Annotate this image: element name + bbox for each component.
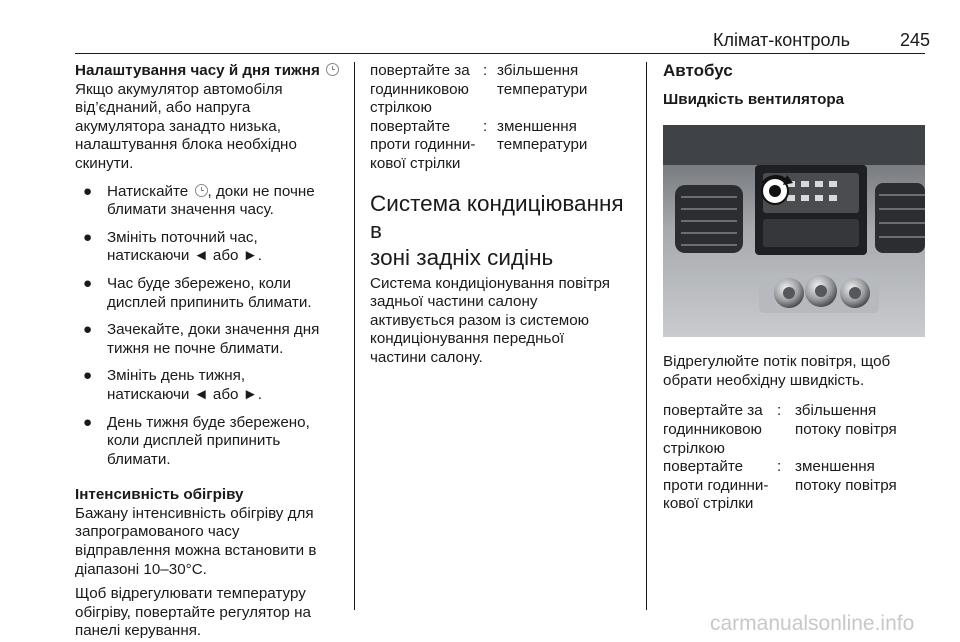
page-number: 245 — [899, 30, 930, 50]
list-item: ● Змініть день тижня, натискаючи ◄ або ►. — [83, 367, 262, 403]
list-item: ● День тижня буде збережено, коли дисплей припинить блимати. — [83, 413, 310, 468]
header-title: Клімат-контроль — [713, 30, 850, 50]
section-heading-time: Налаштування часу й дня тижня — [75, 62, 345, 81]
bullet-icon: ● — [83, 182, 93, 200]
column-1 — [75, 62, 345, 641]
intro-line: акумулятора занадто низька, — [75, 117, 281, 135]
intro-line: налаштування блока необхідно — [75, 136, 297, 154]
section-heading-rear-ac: Система кондиціювання в зоні задніх сидінь — [370, 190, 624, 270]
table-row: повертайте проти годинни- кової стрілки : зменшення температури — [370, 117, 588, 172]
intro-line: від’єднаний, або напруга — [75, 99, 251, 117]
bullet-icon: ● — [83, 321, 93, 339]
bullet-icon: ● — [83, 413, 93, 431]
dashboard-fan-photo — [663, 125, 925, 337]
header-rule — [75, 53, 925, 54]
clock-icon — [195, 184, 208, 197]
list-item: ● Зачекайте, доки значення дня тижня не почне блимати. — [83, 321, 320, 357]
subheading-fan-speed: Швидкість вентилятора — [663, 90, 845, 108]
body-line: Щоб відрегулювати температуру — [75, 585, 306, 603]
bullet-icon: ● — [83, 367, 93, 385]
table-row: повертайте проти годинни- кової стрілки : зменшення потоку повітря — [663, 458, 897, 513]
list-item: ● Натискайте , доки не почне блимати значення часу. — [83, 182, 315, 219]
rear-ac-paragraph: Система кондиціонування повітря задньої частини салону активується разом із системою кондиціонування передньої частини салону. — [370, 274, 611, 366]
fan-speed-paragraph: Відрегулюйте потік повітря, щоб обрати необхідну швидкість. — [663, 353, 891, 389]
intro-line: скинути. — [75, 154, 134, 172]
body-line: діапазоні 10–30°C. — [75, 560, 207, 578]
clock-icon — [326, 63, 339, 76]
table-row: повертайте за годинниковою стрілкою : збільшення потоку повітря — [663, 402, 897, 457]
body-line: Бажану інтенсивність обігріву для — [75, 504, 314, 522]
body-line: панелі керування. — [75, 622, 202, 640]
body-line: відправлення можна встановити в — [75, 542, 317, 560]
bullet-icon: ● — [83, 274, 93, 292]
column-3 — [663, 62, 925, 514]
table-row: повертайте за годинниковою стрілкою : збільшення температури — [370, 62, 588, 117]
bullet-icon: ● — [83, 228, 93, 246]
list-item: ● Час буде збережено, коли дисплей припинить блимати. — [83, 274, 312, 311]
section-heading-intensity: Інтенсивність обігріву — [75, 486, 244, 504]
column-2 — [370, 62, 640, 368]
body-line: обігріву, повертайте регулятор на — [75, 603, 311, 621]
column-divider-2 — [646, 62, 647, 610]
body-line: запрограмованого часу — [75, 523, 240, 541]
intro-line: Якщо акумулятор автомобіля — [75, 80, 283, 98]
watermark: carmanualsonline.info — [710, 612, 915, 635]
section-heading-bus: Автобус — [663, 61, 733, 80]
column-divider-1 — [354, 62, 355, 610]
list-item: ● Змініть поточний час, натискаючи ◄ або ►. — [83, 228, 262, 265]
